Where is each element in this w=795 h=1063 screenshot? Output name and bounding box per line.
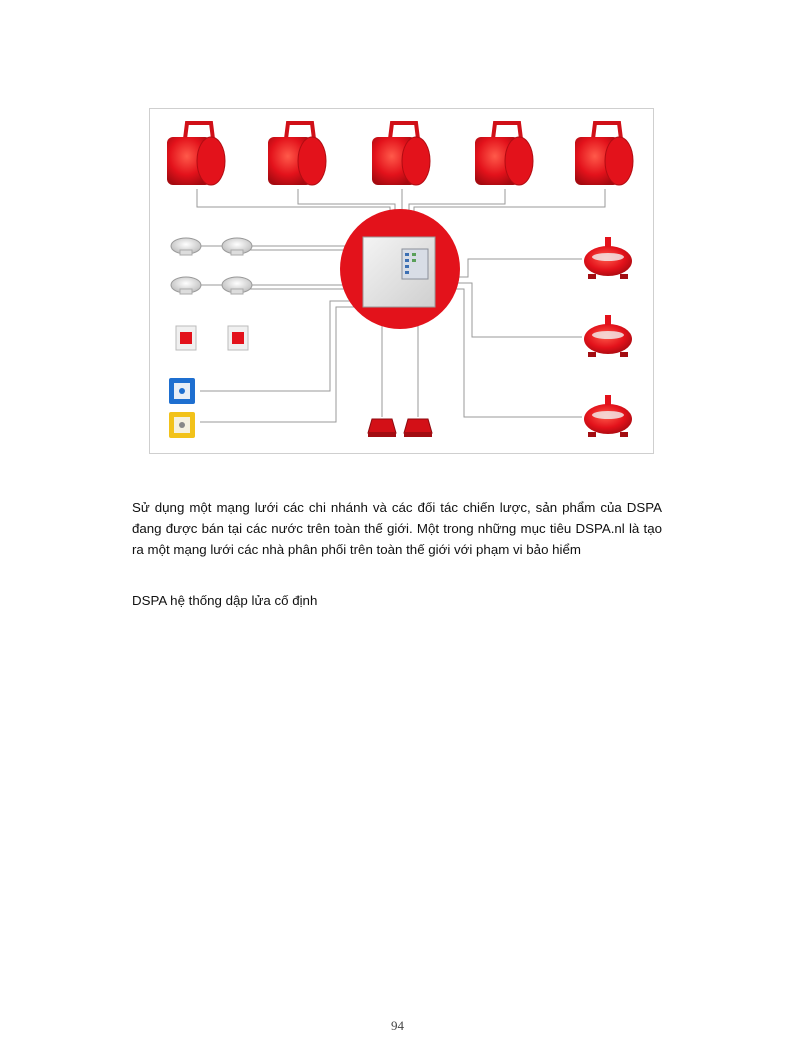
sounder-icon — [404, 419, 432, 437]
diagram-canvas — [150, 109, 655, 455]
extinguisher-icon — [584, 395, 632, 437]
extinguisher-icon — [584, 315, 632, 357]
cylinder-icon — [268, 123, 326, 185]
call-point-icon — [176, 326, 196, 350]
body-paragraph: Sử dụng một mạng lưới các chi nhánh và các đối tác chiến lược, sản phẩm của DSPA đang được bán tại các nước trên toàn thế giới. Một trong những mục tiêu DSPA.nl là tạo ra một mạng lưới các nhà phân phối trên toàn thế giới với phạm vi bảo hiểm — [132, 500, 662, 557]
smoke-detector-icon — [222, 277, 252, 294]
smoke-detector-icon — [171, 277, 201, 294]
extinguisher-icon — [584, 237, 632, 279]
page-number: 94 — [391, 1018, 404, 1033]
cylinder-icon — [372, 123, 430, 185]
extinguisher-cylinders-top — [167, 123, 633, 185]
section-heading: DSPA hệ thống dập lửa cố định — [132, 593, 318, 608]
yellow-call-point-icon — [169, 412, 195, 438]
cylinder-icon — [475, 123, 533, 185]
cylinder-icon — [575, 123, 633, 185]
blue-call-point-icon — [169, 378, 195, 404]
cylinder-icon — [167, 123, 225, 185]
smoke-detector-icon — [222, 238, 252, 255]
control-panel-icon — [363, 237, 435, 307]
manual-call-points-red — [176, 326, 248, 350]
ceiling-extinguishers — [584, 237, 632, 437]
smoke-detector-icon — [171, 238, 201, 255]
sounder-icon — [368, 419, 396, 437]
fire-system-diagram — [149, 108, 654, 454]
call-point-icon — [228, 326, 248, 350]
